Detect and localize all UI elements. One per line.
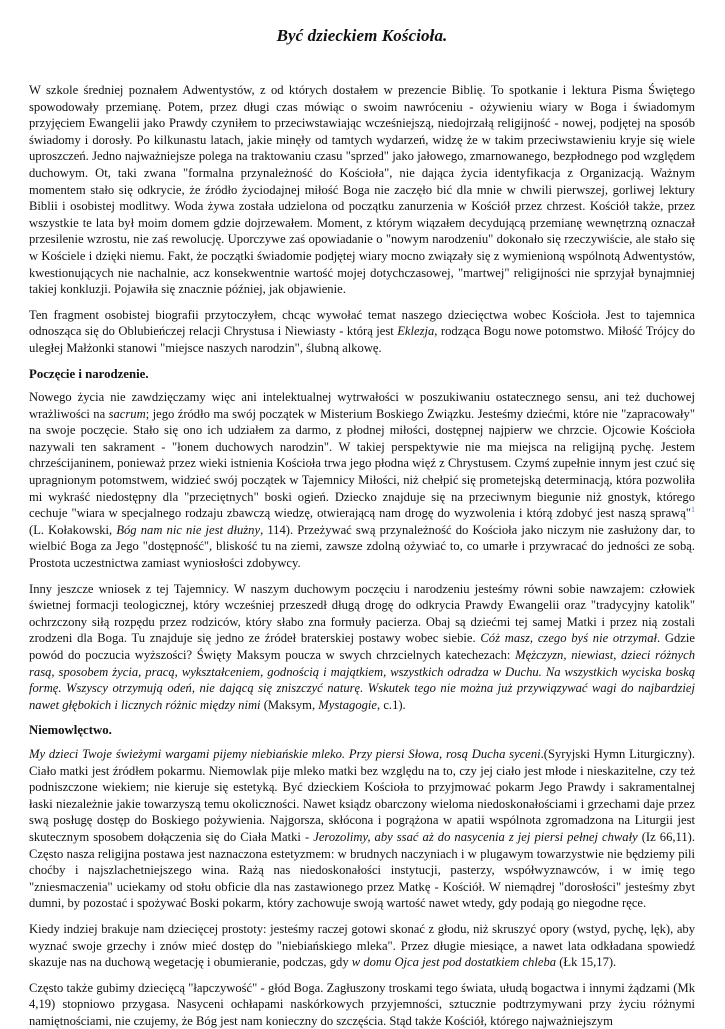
footnote-link[interactable]: 1	[691, 505, 695, 515]
paragraph-intro: W szkole średniej poznałem Adwentystów, z od których dostałem w prezencie Biblię. To spotkanie i lektura Pisma Świętego spowodowały przemianę. Potem, przez długi czas mówiąc o swoim nawróceniu - ożywieniu wiary w Boga i świadomym przyjęciem Ewangelii jako Prawdy czyniłem to przeciwstawiając wcześniejszą, niedojrzałą religijność - nowej, podjętej na sposób świadomy i dorosły. Po kilkunastu latach, jakie minęły od tamtych wydarzeń, widzę że w takim przeciwstawieniu kryje się wiele uproszczeń. Jedno najważniejsze polega na traktowaniu czasu "sprzed" jako jałowego, zmarnowanego, bezpłodnego pod względem duchowym. Ot, taki zwana "formalna przynależność do Kościoła", nie dająca życia identyfikacja z Organizacją. Ważnym momentem stało się odkrycie, że źródło życiodajnej miłość Boga nie zaczęło bić dla mnie w chwili pierwszej, gorliwej lektury Biblii i osobistej modlitwy. Woda żywa została udzielona od początku zanurzenia w Kościół przez chrzest. Kościół także, przez wszystkie te lata był moim domem gdzie dojrzewałem. Moment, z którym wiązałem decydującą przemianę wewnętrzną oznaczał przesilenie wzrostu, nie zaś rewolucję. Uporczywe zaś opowiadanie o "nowym narodzeniu" dokonało się rzeczywiście, ale stało się w Kościele i dzięki niemu. Fakt, że początki świadomie podjętej wiary mocno związały się z wymienioną wspólnotą Adwentystów, kwestionujących nie nachalnie, acz konsekwentnie wartość mojej dotychczasowej, "martwej" religijności nie sprzyjał bynajmniej takiej konkluzji. Pojawiła się znacznie później, jak objawienie.	[29, 83, 695, 297]
quote-hymn: My dzieci Twoje świeżymi wargami pijemy niebiańskie mleko. Przy piersi Słowa, rosą Ducha syceni	[29, 746, 541, 761]
paragraph-hunger: Często także gubimy dziecięcą "łapczywość" - głód Boga. Zagłuszony troskami tego świata, ułudą bogactwa i innymi żądzami (Mk 4,19) stopniowo przygasa. Nasyceni ochłapami naskórkowych przyjemności, sztucznie podtrzymywani przy życiu różnymi namiętnościami, nie czujemy, że Bóg jest nam konieczny do szczęścia. Stąd także Kościół, którego najważniejszym	[29, 980, 695, 1028]
paragraph-simplicity: Kiedy indziej brakuje nam dziecięcej prostoty: jesteśmy raczej gotowi skonać z głodu, niż skruszyć opory (wstyd, pychę, lęk), aby wyznać swoje grzechy i znów mieć dostęp do "niebiańskiego mleka". Przez długie miesiące, a nawet lata odkładana spowiedź skazuje nas na duchową wegetację i obumieranie, podczas, gdy w domu Ojca jest pod dostatkiem chleba (Łk 15,17).	[29, 921, 695, 970]
quote-cor: Cóż masz, czego byś nie otrzymał	[480, 631, 658, 646]
section-heading-infancy: Niemowlęctwo.	[29, 723, 112, 738]
quote-luke: w domu Ojca jest pod dostatkiem chleba	[351, 955, 557, 970]
quote-isaiah: Jerozolimy, aby ssać aż do nasycenia z jej piersi pełnej chwały	[313, 829, 638, 844]
work-title: Mystagogie	[318, 697, 378, 712]
book-title: Bóg nam nic nie jest dłużny	[116, 522, 261, 537]
paragraph-new-life: Nowego życia nie zawdzięczamy więc ani intelektualnej wytrwałości w poszukiwaniu ostatecznego sensu, ani też duchowej wrażliwości na sacrum; jego źródło ma swój początek w Misterium Boskiego Związku. Jesteśmy dziećmi, które nie "zapracowały" na swoje poczęcie. Stało się ono ich udziałem za darmo, z płodnej miłości, dostępnej najpierw we chrzcie. Ojcowie Kościoła nazywali ten sakrament - "łonem duchowych narodzin". W takiej perspektywie nie ma miejsca na religijną pychę. Jestem chrześcijaninem, ponieważ przez wieki istnienia Kościoła trwa jego płodna więź z Chrystusem. Czymś zupełnie innym jest czuć się upragnionym potomstwem, widzieć swój początek w Tajemnicy Miłości, niż chełpić się prometejską determinacją, która pozwoliła mi wykraść niedostępny dla "przeciętnych" boski ogień. Dziecko znajduje się na przeciwnym biegunie niż gnostyk, którego cechuje "wiara w specjalnego rodzaju zbawczą wiedzę, otwierającą nam drogę do wyzwolenia i którą zdobyć jest naszą sprawą"$^1$ (L. Kołakowski, Bóg nam nic nie jest dłużny, 114). Przeżywać swą przynależność do Kościoła jako niczym nie zasłużony dar, to wielbić Boga za Jego "dostępność", bliskość tu na ziemi, zawsze zdolną ożywiać to, co umarłe i przywracać do jedności ze sobą. Prostota uczestnictwa zamiast wyniosłości zdobywcy.	[29, 390, 696, 571]
paragraph-equality: Inny jeszcze wniosek z tej Tajemnicy. W naszym duchowym poczęciu i narodzeniu jesteśmy równi sobie nawzajem: człowiek świetnej formacji teologicznej, który wcześniej przeszedł długą drogę do odkrycia Prawdy Ewangelii oraz "tradycyjny katolik" ochrzczony siłą rozpędu przez rodziców, który słabo zna formuły pacierza. Obaj są dziećmi tej samej Matki i przez nią zostali zrodzeni dla Boga. Tu znajduje się jedno ze źródeł braterskiej postawy wobec siebie. Cóż masz, czego byś nie otrzymał. Gdzie powód do poczucia wyższości? Święty Maksym poucza w swych chrzcielnych katechezach: Mężczyzn, niewiast, dzieci różnych rasą, sposobem życia, pracą, wykształceniem, godnością i majątkiem, wszystkich odradza w Duchu. Na wszystkich wyciska boską formę. Wszyscy otrzymują odeń, nie dającą się zniszczyć naturę. Wskutek tego nie można już przywiązywać wagi do najbardziej nawet głębokich i licznych różnic między nimi (Maksym, Mystagogie, c.1).	[29, 581, 695, 712]
term-sacrum: sacrum	[108, 406, 146, 421]
quote-maximus: Mężczyzn, niewiast, dzieci różnych rasą, sposobem życia, pracą, wykształceniem, godnością i majątkiem, wszystkich odradza w Duchu. Na wszystkich wyciska boską formę. Wszyscy otrzymują odeń, nie dającą się zniszczyć naturę. Wskutek tego nie można już przywiązywać wagi do najbardziej nawet głębokich i licznych różnic między nimi	[29, 648, 695, 712]
term-eklezja: Eklezja	[397, 324, 435, 339]
page-title: Być dzieckiem Kościoła.	[276, 26, 448, 45]
paragraph-mystery: Ten fragment osobistej biografii przytoczyłem, chcąc wywołać temat naszego dziecięctwa wobec Kościoła. Jest to tajemnica odnosząca się do Oblubieńczej relacji Chrystusa i Niewiasty - którą jest Eklezja, rodząca Bogu nowe potomstwo. Miłość Trójcy do uległej Małżonki stanowi "miejsce naszych narodzin", ślubną alkowę.	[29, 307, 695, 355]
section-heading-conception: Poczęcie i narodzenie.	[29, 366, 149, 381]
paragraph-milk: My dzieci Twoje świeżymi wargami pijemy niebiańskie mleko. Przy piersi Słowa, rosą Ducha syceni.(Syryjski Hymn Liturgiczny). Ciało matki jest źródłem pokarmu. Niemowlak pije mleko matki bez względu na to, czy jej ciało jest młode i nieskazitelne, czy też podniszczone wiekiem; nie kieruje się estetyką. Być dzieckiem Kościoła to przyjmować pokarm Jego Prawdy i sakramentalnej łaski niezależnie jakie towarzyszą temu okoliczności. Nawet ksiądz obarczony wieloma niedoskonałościami i grzechami daje przez swą posługę dostęp do Boskiego pożywienia. Najgorsza, skłócona i pogrążona w apatii wspólnota zgromadzona na Liturgii jest skutecznym sposobem dołączenia się do Ciała Matki - Jerozolimy, aby ssać aż do nasycenia z jej piersi pełnej chwały (Iz 66,11). Często nasza religijna postawa jest naznaczona estetyzmem: w brudnych naczyniach i w plugawym towarzystwie nie będziemy pili choćby i najszlachetniejszego wina. Rażą nas niedoskonałości instytucji, pasterzy, współwyznawców, i w imię tego "zniesmaczenia" uciekamy od stołu obficie dla nas zastawionego przez Matkę - Kościół. W niemądrej "dorosłości" jesteśmy zbyt dumni, by pozostać i spożywać Boski pokarm, który zachowuje swoją wartość nawet wtedy, gdy podają go niegodne ręce.	[29, 746, 695, 911]
